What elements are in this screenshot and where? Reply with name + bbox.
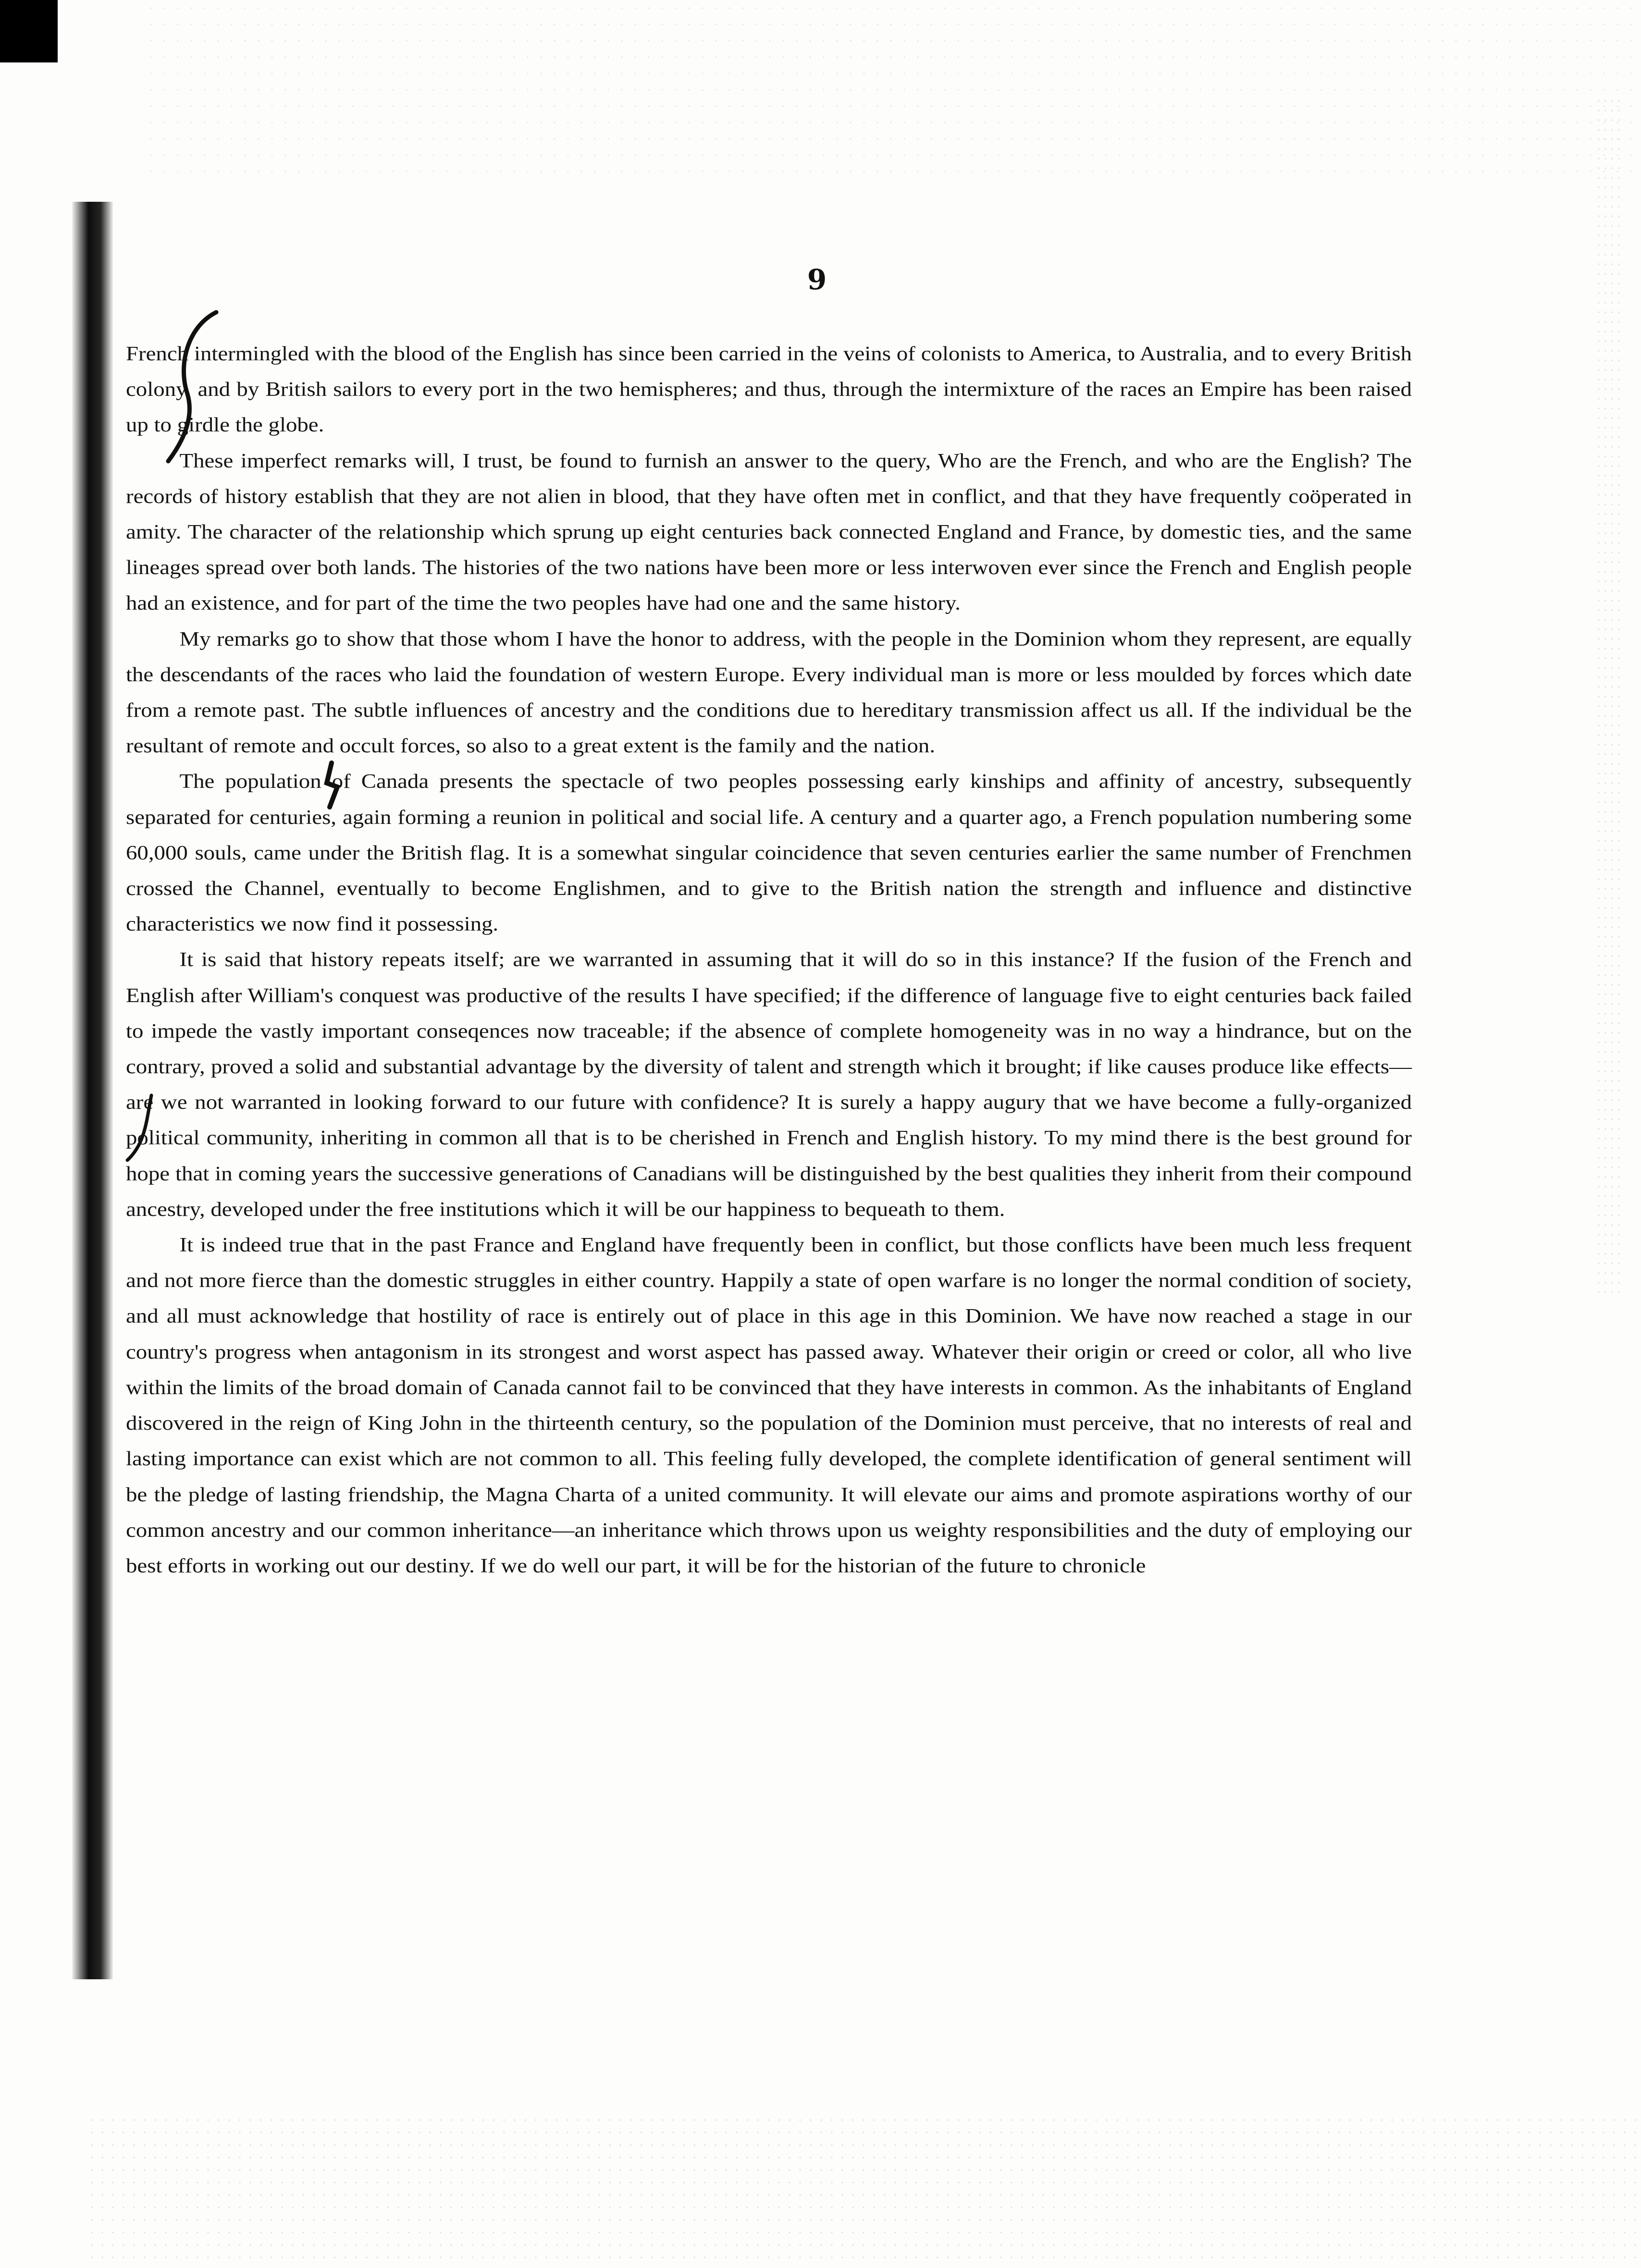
scan-noise-top (144, 0, 1641, 183)
binding-edge (0, 0, 58, 62)
binding-shadow (72, 202, 113, 1979)
body-text (126, 336, 1412, 1584)
paragraph: It is indeed true that in the past France and England have frequently been in conflict, but those conflicts have been much less frequent and not more fierce than the domestic struggles in either country. Happily a state of open warfare is no longer the normal condition of society, and all must acknowledge that hostility of race is entirely out of place in this age in this Dominion. We have now reached a stage in our country's progress when antagonism in its strongest and worst aspect has passed away. Whatever their origin or creed or color, all who live within the limits of the broad domain of Canada cannot fail to be convinced that they have interests in common. As the inhabitants of England discovered in the reign of King John in the thirteenth century, so the population of the Dominion must perceive, that no interests of real and lasting importance can exist which are not common to all. This feeling fully developed, the complete identification of general sentiment will be the pledge of lasting friendship, the Magna Charta of a united community. It will elevate our aims and promote aspirations worthy of our common ancestry and our common inheritance—an inheritance which throws upon us weighty responsibilities and the duty of employing our best efforts in working out our destiny. If we do well our part, it will be for the historian of the future to chronicle (126, 1234, 1412, 1577)
paragraph: The population of Canada presents the spectacle of two peoples possessing early kinships and affinity of ancestry, subsequently separated for centuries, again forming a reunion in political and social life. A century and a quarter ago, a French population numbering some 60,000 souls, came under the British flag. It is a somewhat singular coincidence that seven centuries earlier the same number of Frenchmen crossed the Channel, eventually to become Englishmen, and to give to the British nation the strength and influence and distinctive characteristics we now find it possessing. (126, 771, 1412, 936)
paragraph: These imperfect remarks will, I trust, be found to furnish an answer to the query, Who are the French, and who are the English? The records of history establish that they are not alien in blood, that they have often met in conflict, and that they have frequently coöperated in amity. The character of the relationship which sprung up eight centuries back connected England and France, by domestic ties, and the same lineages spread over both lands. The histories of the two nations have been more or less interwoven ever since the French and English people had an existence, and for part of the time the two peoples have had one and the same history. (126, 450, 1412, 615)
scan-noise-right (1595, 96, 1624, 1297)
paragraph: It is said that history repeats itself; are we warranted in assuming that it will do so in this instance? If the fusion of the French and English after William's conquest was productive of the results I have specified; if the difference of language five to eight centuries back failed to impede the vastly important conseqences now traceable; if the absence of complete homogeneity was in no way a hindrance, but on the contrary, proved a solid and substantial advantage by the diversity of talent and strength which it brought; if like causes produce like effects—are we not warranted in looking forward to our future with confidence? It is surely a happy augury that we have become a fully-organized political community, inheriting in common all that is to be cherished in French and English history. To my mind there is the best ground for hope that in coming years the successive generations of Canadians will be distinguished by the best qualities they inherit from their compound ancestry, developed under the free institutions which it will be our happiness to bequeath to them. (126, 949, 1412, 1221)
paragraph: My remarks go to show that those whom I have the honor to address, with the people in the Dominion whom they represent, are equally the descendants of the races who laid the foundation of western Europe. Every individual man is more or less moulded by forces which date from a remote past. The subtle influences of ancestry and the conditions due to hereditary transmission affect us all. If the individual be the resultant of remote and occult forces, so also to a great extent is the family and the nation. (126, 628, 1412, 758)
page-number: 9 (807, 263, 827, 296)
scan-noise-bottom (86, 2114, 1641, 2268)
paragraph: French intermingled with the blood of the English has since been carried in the veins of colonists to America, to Australia, and to every British colony, and by British sailors to every port in the two hemispheres; and thus, through the intermixture of the races an Empire has been raised up to girdle the globe. (126, 343, 1412, 437)
